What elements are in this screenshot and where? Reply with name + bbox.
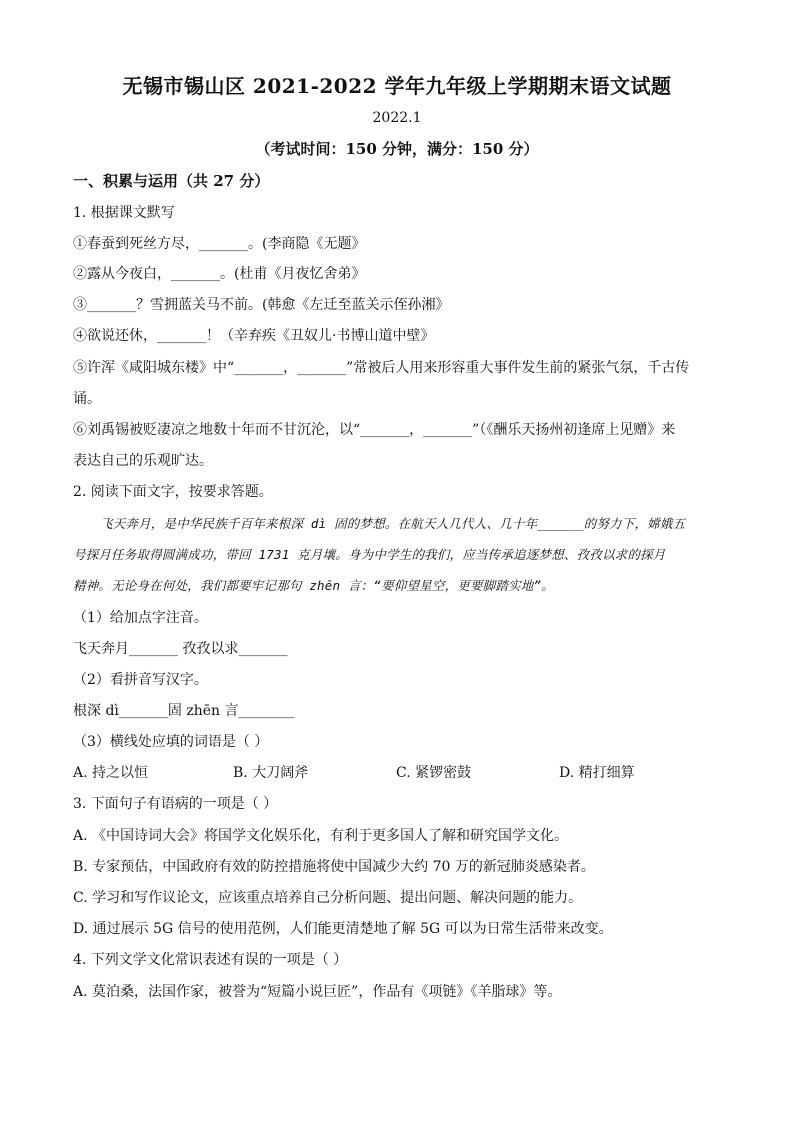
question-3-option-d: D. 通过展示 5G 信号的使用范例，人们能更清楚地了解 5G 可以为日常生活带来改变。 — [73, 921, 613, 937]
question-2-sub2-line: 根深 dì_______固 zhēn 言________ — [73, 703, 295, 719]
question-3-option-a: A. 《中国诗词大会》将国学文化娱乐化，有利于更多国人了解和研究国学文化。 — [73, 828, 569, 844]
option-c: C. 紧锣密鼓 — [396, 765, 472, 781]
passage-line-2: 号探月任务取得圆满成功，带回 1731 克月壤。身为中学生的我们，应当传承追逐梦想、孜孜以求的探月 — [73, 547, 666, 562]
exam-info: （考试时间：150 分钟，满分：150 分） — [255, 140, 539, 158]
question-1-item-4: ④欲说还休，_______！（辛弃疾《丑奴儿·书博山道中壁》 — [73, 328, 435, 344]
question-2-stem: 2. 阅读下面文字，按要求答题。 — [73, 484, 273, 500]
question-3-stem: 3. 下面句子有语病的一项是（ ） — [73, 796, 278, 812]
question-1-stem: 1. 根据课文默写 — [73, 205, 175, 221]
option-d: D. 精打细算 — [559, 765, 635, 781]
option-a: A. 持之以恒 — [73, 765, 149, 781]
section-heading: 一、积累与运用（共 27 分） — [73, 172, 270, 190]
question-4-stem: 4. 下列文学文化常识表述有误的一项是（ ） — [73, 952, 348, 968]
question-1-item-1: ①春蚕到死丝方尽，_______。(李商隐《无题》 — [73, 236, 366, 252]
page-title: 无锡市锡山区 2021-2022 学年九年级上学期期末语文试题 — [122, 74, 672, 98]
question-2-sub2-label: （2）看拼音写汉字。 — [73, 672, 208, 688]
question-3-option-c: C. 学习和写作议论文，应该重点培养自己分析问题、提出问题、解决问题的能力。 — [73, 890, 583, 906]
question-1-item-6: ⑥刘禹锡被贬凄凉之地数十年而不甘沉沦，以“_______，_______”（《酬乐天扬州初逢席上见赠》来 — [73, 422, 676, 438]
question-1-item-2: ②露从今夜白，_______。(杜甫《月夜忆舍弟》 — [73, 266, 366, 282]
question-2-sub1-line: 飞天奔月_______ 孜孜以求_______ — [73, 641, 288, 657]
exam-date: 2022.1 — [372, 110, 422, 126]
question-4-option-a: A. 莫泊桑，法国作家，被誉为“短篇小说巨匠”，作品有《项链》《羊脂球》等。 — [73, 984, 562, 1000]
option-b: B. 大刀阔斧 — [233, 765, 309, 781]
question-1-item-5: ⑤许浑《咸阳城东楼》中“_______，_______”常被后人用来形容重大事件发生前的紧张气氛，千古传 — [73, 360, 690, 376]
question-1-item-5-cont: 诵。 — [73, 391, 101, 407]
question-1-item-3: ③_______？雪拥蓝关马不前。(韩愈《左迁至蓝关示侄孙湘》 — [73, 297, 450, 313]
question-3-option-b: B. 专家预估，中国政府有效的防控措施将使中国减少大约 70 万的新冠肺炎感染者。 — [73, 859, 595, 875]
question-2-sub3-options — [73, 763, 724, 783]
question-1-item-6-cont: 表达自己的乐观旷达。 — [73, 453, 213, 469]
passage-line-3: 精神。无论身在何处，我们都要牢记那句 zhēn 言：“要仰望星空，更要脚踏实地”。 — [73, 578, 554, 593]
passage-line-1: 飞天奔月，是中华民族千百年来根深 dì 固的梦想。在航天人几代人、几十年______的努力下，嫦娥五 — [100, 516, 686, 531]
question-2-sub3-label: （3）横线处应填的词语是（ ） — [73, 734, 269, 750]
question-2-sub1-label: （1）给加点字注音。 — [73, 610, 208, 626]
